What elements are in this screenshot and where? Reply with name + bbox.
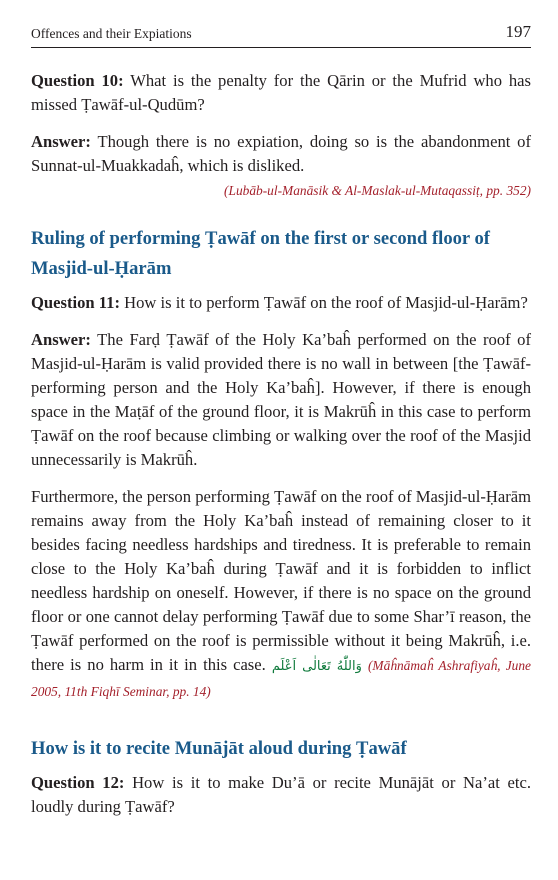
question-text: How is it to perform Ṭawāf on the roof of Masjid-ul-Ḥarām? bbox=[124, 293, 528, 312]
section-heading: How is it to recite Munājāt aloud during Ṭawāf bbox=[31, 738, 407, 759]
question-label: Question 12: bbox=[31, 773, 125, 792]
answer-text: Though there is no expiation, doing so is the abandonment of Sunnat-ul-Muakkadaĥ, which is disliked. bbox=[31, 132, 531, 175]
question-10 bbox=[31, 69, 531, 117]
reference-citation: (Lubāb-ul-Manāsik & Al-Maslak-ul-Mutaqassiṭ, pp. 352) bbox=[224, 183, 531, 198]
section-heading: Ruling of performing Ṭawāf on the first or second floor of Masjid-ul-Ḥarām bbox=[31, 228, 490, 279]
question-12 bbox=[31, 771, 531, 819]
question-label: Question 10: bbox=[31, 71, 124, 90]
answer-11-continued bbox=[31, 485, 531, 704]
question-11 bbox=[31, 291, 531, 315]
page-number: 197 bbox=[505, 22, 531, 41]
page-header bbox=[31, 0, 531, 48]
question-label: Question 11: bbox=[31, 293, 120, 312]
answer-10 bbox=[31, 130, 531, 178]
reference-citation: (Māĥnāmaĥ Ashrafiyaĥ, June 2005, 11th Fiqhī Seminar, pp. 14) bbox=[31, 658, 531, 699]
answer-text: The Farḍ Ṭawāf of the Holy Ka’baĥ performed on the roof of Masjid-ul-Ḥarām is valid provided there is no wall in between [the Ṭawāf-performing person and the Holy Ka’baĥ]. However, if there is enough space in the Maṭāf of the ground floor, it is Makrūĥ in this case to perform Ṭawāf on the roof because climbing or walking over the roof of the Masjid unnecessarily is Makrūĥ. bbox=[31, 330, 531, 469]
answer-label: Answer: bbox=[31, 132, 91, 151]
answer-11 bbox=[31, 328, 531, 472]
running-title: Offences and their Expiations bbox=[31, 26, 192, 41]
answer-label: Answer: bbox=[31, 330, 91, 349]
question-text: What is the penalty for the Qārin or the Mufrid who has missed Ṭawāf-ul-Qudūm? bbox=[31, 71, 532, 114]
paragraph-text: Furthermore, the person performing Ṭawāf on the roof of Masjid-ul-Ḥarām remains away from the Holy Ka’baĥ instead of remaining closer to it besides facing needless hardships and tiredness. It is preferable to remain close to the Holy Ka’baĥ during Ṭawāf and it is forbidden to inflict needless hardship on oneself. However, if there is no space on the ground floor or one cannot delay performing Ṭawāf due to some Shar’ī reason, the Ṭawāf performed on the roof is permissible without it being Makrūĥ, i.e. there is no harm in it in this case. bbox=[31, 487, 531, 674]
arabic-phrase: وَاللّٰهُ تَعَالٰى اَعْلَم bbox=[271, 659, 362, 674]
question-text: How is it to make Du’ā or recite Munājāt or Na’at etc. loudly during Ṭawāf? bbox=[31, 773, 532, 816]
